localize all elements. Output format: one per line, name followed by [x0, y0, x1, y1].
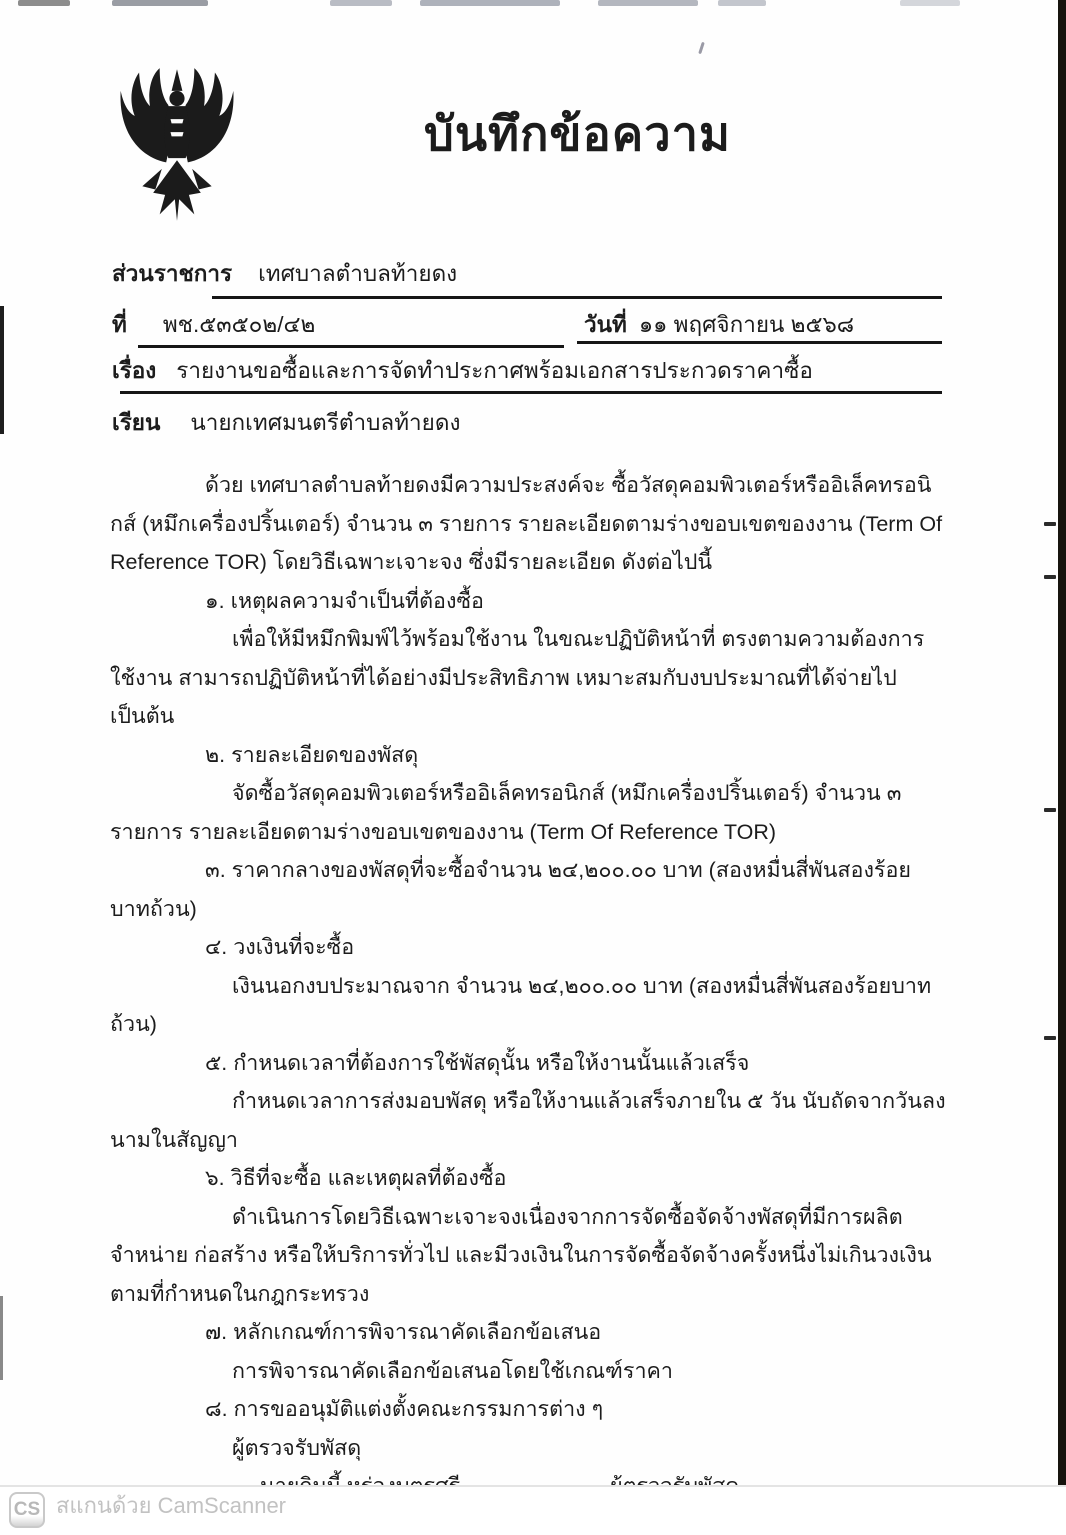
number-date-row — [112, 306, 952, 342]
item-1-detail: เพื่อให้มีหมึกพิมพ์ไว้พร้อมใช้งาน ในขณะปฏิบัติหน้าที่ ตรงตามความต้องการใช้งาน สามารถปฏิบัติหน้าที่ได้อย่างมีประสิทธิภาพ เหมาะสมกับงบประมาณที่ได้จ่ายไป เป็นต้น — [110, 627, 925, 728]
item-7-heading: ๗. หลักเกณฑ์การพิจารณาคัดเลือกข้อเสนอ — [205, 1320, 602, 1344]
scan-edge-mark — [1044, 522, 1056, 526]
subject-value: รายงานขอซื้อและการจัดทำประกาศพร้อมเอกสารประกวดราคาซื้อ — [176, 358, 813, 383]
item-6-detail: ดำเนินการโดยวิธีเฉพาะเจาะจงเนื่องจากการจัดซื้อจัดจ้างพัสดุที่มีการผลิต จำหน่าย ก่อสร้าง หรือให้บริการทั่วไป และมีวงเงินในการจัดซื้อจัดจ้างครั้งหนึ่งไม่เกินวงเงินตามที่กำหนดในกฎกระทรวง — [110, 1204, 932, 1306]
committee-label: ผู้ตรวจรับพัสดุ — [232, 1435, 362, 1460]
garuda-emblem — [112, 56, 242, 232]
scan-edge-left — [0, 1296, 3, 1380]
footer-divider — [0, 1485, 1066, 1487]
camscanner-footer — [0, 1485, 1066, 1535]
item-6-heading: ๖. วิธีที่จะซื้อ และเหตุผลที่ต้องซื้อ — [205, 1166, 507, 1190]
item-4-heading: ๔. วงเงินที่จะซื้อ — [205, 935, 355, 959]
number-value: พช.๕๓๕๐๒/๔๒ — [162, 312, 316, 337]
scan-edge-top — [112, 0, 208, 6]
item-3-heading: ๓. ราคากลางของพัสดุที่จะซื้อจำนวน ๒๔,๒๐๐.๐๐ บาท (สองหมื่นสี่พันสองร้อยบาทถ้วน) — [110, 858, 911, 921]
item-4-detail: เงินนอกงบประมาณจาก จำนวน ๒๔,๒๐๐.๐๐ บาท (สองหมื่นสี่พันสองร้อยบาทถ้วน) — [110, 973, 932, 1036]
scan-edge-mark — [1044, 808, 1056, 812]
scan-edge-left — [0, 306, 4, 434]
subject-row — [112, 352, 813, 388]
item-2-detail: จัดซื้อวัสดุคอมพิวเตอร์หรืออิเล็คทรอนิกส์ (หมึกเครื่องปริ้นเตอร์) จำนวน ๓ รายการ รายละเอียดตามร่างขอบเขตของงาน (Term Of Reference TOR) — [110, 781, 902, 844]
scan-edge-top — [718, 0, 766, 6]
item-7-detail: การพิจารณาคัดเลือกข้อเสนอโดยใช้เกณฑ์ราคา — [232, 1358, 673, 1383]
recipient-value: นายกเทศมนตรีตำบลท้ายดง — [190, 410, 461, 435]
subject-underline — [120, 391, 942, 394]
agency-row — [112, 255, 457, 291]
item-2-heading: ๒. รายละเอียดของพัสดุ — [205, 742, 419, 767]
memo-body — [110, 466, 948, 1535]
scan-edge-top — [18, 0, 70, 6]
date-group — [584, 306, 854, 342]
agency-label: ส่วนราชการ — [112, 261, 233, 286]
scan-edge-mark — [1044, 1036, 1056, 1040]
scan-edge-top — [598, 0, 698, 6]
number-underline — [138, 345, 564, 348]
scan-edge-mark — [1044, 575, 1056, 579]
item-1-heading: ๑. เหตุผลความจำเป็นที่ต้องซื้อ — [205, 588, 484, 613]
scan-stray-mark — [698, 42, 705, 54]
scan-edge-top — [330, 0, 392, 6]
agency-value: เทศบาลตำบลท้ายดง — [258, 261, 458, 286]
intro-paragraph: ด้วย เทศบาลตำบลท้ายดงมีความประสงค์จะ ซื้อวัสดุคอมพิวเตอร์หรืออิเล็คทรอนิกส์ (หมึกเครื่องปริ้นเตอร์) จำนวน ๓ รายการ รายละเอียดตามร่างขอบเขตของงาน (Term Of Reference TOR) โดยวิธีเฉพาะเจาะจง ซึ่งมีรายละเอียด ดังต่อไปนี้ — [110, 473, 943, 574]
item-5-heading: ๕. กำหนดเวลาที่ต้องการใช้พัสดุนั้น หรือให้งานนั้นแล้วเสร็จ — [205, 1050, 750, 1075]
date-value: ๑๑ พฤศจิกายน ๒๕๖๘ — [638, 312, 855, 337]
date-underline — [577, 341, 942, 344]
subject-label: เรื่อง — [112, 358, 157, 383]
number-label: ที่ — [112, 312, 127, 337]
scan-edge-top — [420, 0, 560, 6]
recipient-label: เรียน — [112, 410, 161, 435]
item-8-heading: ๘. การขออนุมัติแต่งตั้งคณะกรรมการต่าง ๆ — [205, 1397, 604, 1421]
camscanner-watermark-text: สแกนด้วย CamScanner — [56, 1493, 287, 1518]
recipient-row — [112, 404, 460, 440]
agency-underline — [212, 296, 942, 299]
date-label: วันที่ — [584, 312, 627, 337]
item-5-detail: กำหนดเวลาการส่งมอบพัสดุ หรือให้งานแล้วเสร็จภายใน ๕ วัน นับถัดจากวันลงนามในสัญญา — [110, 1089, 946, 1152]
camscanner-logo-icon: CS — [9, 1492, 45, 1528]
document-title: บันทึกข้อความ — [424, 107, 731, 160]
scan-edge-right — [1058, 0, 1066, 1486]
scan-edge-top — [900, 0, 960, 6]
